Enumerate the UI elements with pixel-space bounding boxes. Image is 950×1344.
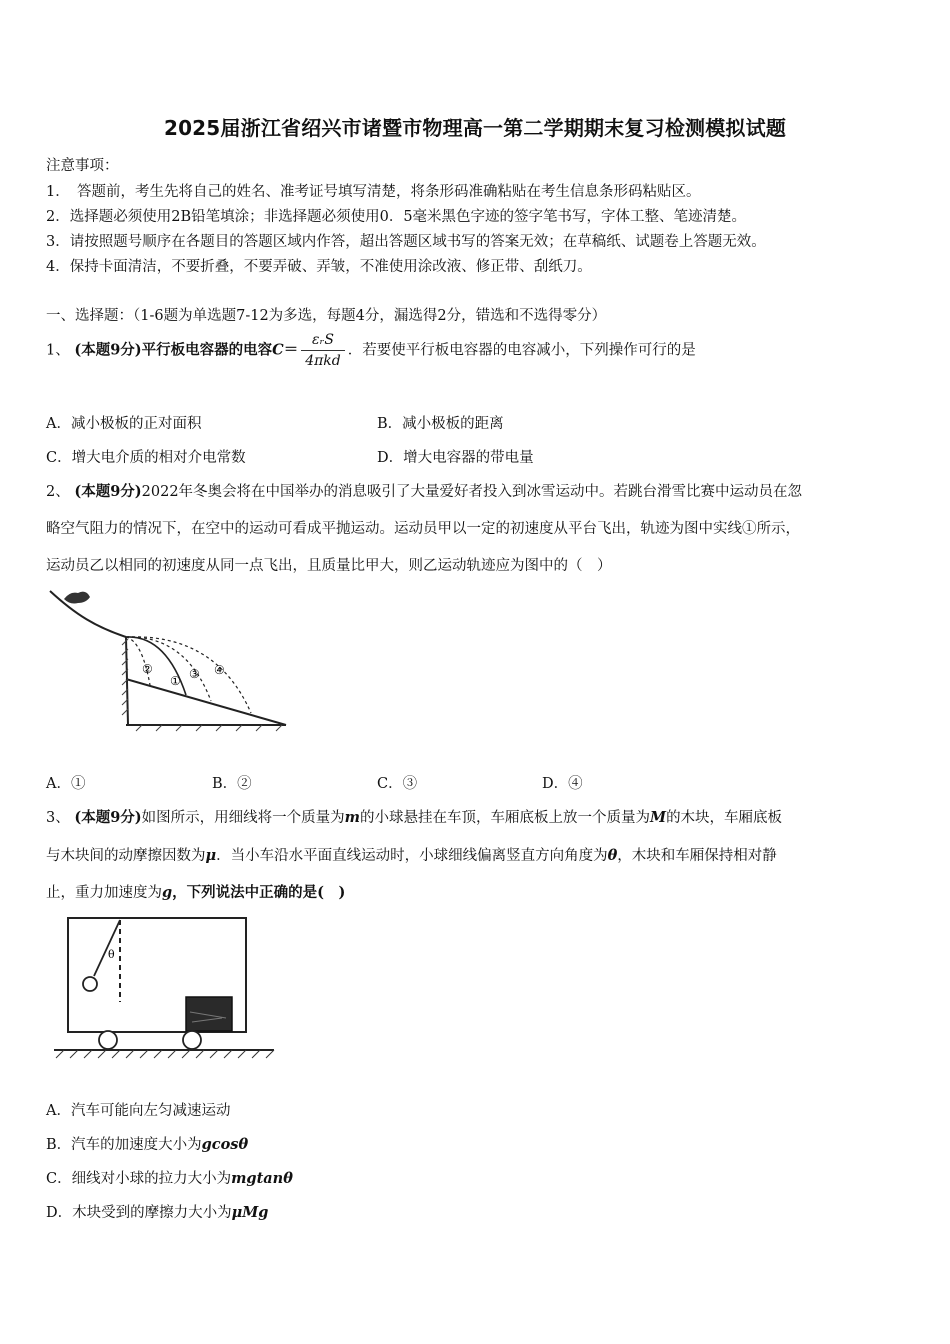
question-3-line-3 — [46, 881, 345, 902]
skier-icon — [64, 592, 90, 604]
notice-heading: 注意事项： — [46, 158, 119, 174]
question-text: 的小球悬挂在车顶，车厢底板上放一个质量为 — [360, 810, 650, 826]
option-text: B．汽车的加速度大小为 — [46, 1137, 202, 1153]
trajectory-label-1: ① — [170, 674, 181, 688]
gravity-symbol: g — [162, 884, 173, 901]
wheel — [99, 1031, 117, 1049]
option-formula: gcosθ — [201, 1136, 249, 1153]
question-text: 2022年冬奥会将在中国举办的消息吸引了大量爱好者投入到冰雪运动中。若跳台滑雪比赛中运动员在忽 — [141, 484, 803, 500]
ski-jump-figure — [46, 585, 291, 735]
option-b — [46, 1133, 248, 1154]
wooden-block — [186, 997, 232, 1031]
option-formula: μMg — [231, 1204, 269, 1221]
option-text: C．细线对小球的拉力大小为 — [46, 1171, 232, 1187]
question-points: (本题9分) — [74, 809, 142, 826]
question-number: 1、 — [46, 342, 70, 359]
option-text: A．汽车可能向左匀减速运动 — [46, 1103, 231, 1119]
option-formula: mgtanθ — [231, 1170, 293, 1187]
formula-numerator: εᵣS — [301, 330, 345, 351]
mass-symbol: m — [344, 809, 360, 826]
option-d: D．增大电容器的带电量 — [377, 450, 534, 466]
question-text: ，下列说法中正确的是( ) — [172, 884, 346, 901]
question-text: 的木块，车厢底板 — [666, 810, 783, 826]
angle-symbol: θ — [607, 847, 618, 864]
mass-symbol: M — [650, 809, 667, 826]
question-text: 平行板电容器的电容 — [141, 341, 273, 359]
question-text: 如图所示，用细线将一个质量为 — [141, 810, 345, 826]
option-c: C．③ — [377, 776, 418, 792]
question-text: ，木块和车厢保持相对静 — [617, 848, 777, 864]
question-2-line-1 — [46, 480, 802, 501]
equals-sign: ＝ — [283, 341, 299, 359]
question-number: 3、 — [46, 810, 70, 826]
trajectory-label-2: ② — [142, 662, 153, 676]
question-points: (本题9分) — [74, 341, 142, 359]
notice-item-3: 3．请按照题号顺序在各题目的答题区域内作答，超出答题区域书写的答案无效；在草稿纸、试题卷上答题无效。 — [46, 234, 766, 250]
question-number: 2、 — [46, 484, 70, 500]
ball — [83, 977, 97, 991]
question-text: 止，重力加速度为 — [46, 885, 162, 901]
option-a: A．减小极板的正对面积 — [46, 416, 202, 432]
option-c — [46, 1167, 293, 1188]
question-1-stem — [46, 330, 696, 371]
option-text: D．木块受到的摩擦力大小为 — [46, 1205, 232, 1221]
page-title: 2025届浙江省绍兴市诸暨市物理高一第二学期期末复习检测模拟试题 — [163, 116, 787, 140]
option-d — [46, 1201, 268, 1222]
friction-symbol: μ — [205, 847, 217, 864]
trajectory-label-3: ③ — [189, 667, 200, 681]
question-3-line-2 — [46, 844, 777, 865]
capacitance-symbol: C — [272, 341, 284, 359]
question-3-line-1 — [46, 806, 782, 827]
option-b: B．减小极板的距离 — [377, 416, 504, 432]
option-d: D．④ — [542, 776, 583, 792]
car-figure — [50, 912, 278, 1064]
option-b: B．② — [212, 776, 252, 792]
wheel — [183, 1031, 201, 1049]
question-text: ．若要使平行板电容器的电容减小，下列操作可行的是 — [347, 342, 696, 359]
question-2-line-2: 略空气阻力的情况下，在空中的运动可看成平抛运动。运动员甲以一定的初速度从平台飞出，轨迹为图中实线①所示， — [46, 521, 800, 537]
notice-item-1: 1． 答题前，考生先将自己的姓名、准考证号填写清楚，将条形码准确粘贴在考生信息条形码粘贴区。 — [46, 184, 701, 200]
question-points: (本题9分) — [74, 483, 142, 500]
option-c: C．增大电介质的相对介电常数 — [46, 450, 246, 466]
option-a: A．① — [46, 776, 86, 792]
formula-denominator: 4πkd — [305, 353, 341, 369]
section-heading: 一、选择题：（1-6题为单选题7-12为多选，每题4分，漏选得2分，错选和不选得零分） — [46, 308, 607, 324]
question-text: ．当小车沿水平面直线运动时，小球细线偏离竖直方向角度为 — [216, 848, 608, 864]
question-text: 与木块间的动摩擦因数为 — [46, 848, 206, 864]
notice-item-4: 4．保持卡面清洁，不要折叠，不要弄破、弄皱，不准使用涂改液、修正带、刮纸刀。 — [46, 259, 592, 275]
trajectory-label-4: ④ — [214, 663, 225, 677]
question-2-line-3: 运动员乙以相同的初速度从同一点飞出，且质量比甲大，则乙运动轨迹应为图中的（ ） — [46, 558, 612, 574]
notice-item-2: 2．选择题必须使用2B铅笔填涂；非选择题必须使用0．5毫米黑色字迹的签字笔书写，字体工整、笔迹清楚。 — [46, 209, 747, 225]
capacitance-formula — [301, 330, 345, 371]
option-a — [46, 1099, 230, 1120]
angle-label: θ — [108, 948, 115, 961]
